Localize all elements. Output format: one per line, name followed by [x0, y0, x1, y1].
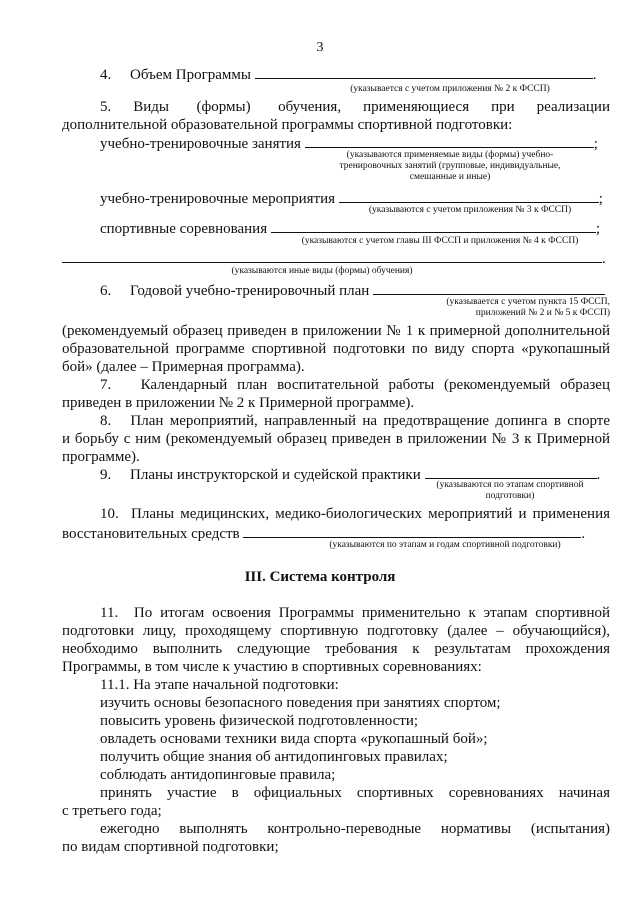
- section-10-hint: (указываются по этапам и годам спортивной подготовки): [329, 540, 561, 550]
- competitions-line: спортивные соревнования ;: [62, 218, 610, 238]
- section-11-text-1: 11. По итогам освоения Программы применительно к этапам спортивной: [100, 605, 610, 621]
- fill-blank: [305, 133, 594, 148]
- section-8-text-3: программе).: [62, 449, 140, 465]
- section-6-text-1: (рекомендуемый образец приведен в приложении № 1 к примерной дополнительной: [62, 323, 610, 339]
- competitions-label: спортивные соревнования: [100, 221, 268, 237]
- list-item: принять участие в официальных спортивных соревнованиях начиная: [100, 785, 610, 801]
- section-6-label: 6. Годовой учебно-тренировочный план: [100, 283, 370, 299]
- section-10-line-2: восстановительных средств .: [62, 523, 610, 543]
- section-11-text-4: Программы, в том числе к участию в спортивных соревнованиях:: [62, 659, 482, 675]
- section-7-text-1: 7. Календарный план воспитательной работы (рекомендуемый образец: [100, 377, 610, 393]
- training-sessions-line: учебно-тренировочные занятия ;: [62, 133, 610, 153]
- section-11-subtitle: 11.1. На этапе начальной подготовки:: [100, 677, 339, 693]
- section-6-text-2: образовательной программе спортивной подготовки по виду спорта «рукопашный: [62, 341, 610, 357]
- fill-blank: [243, 523, 581, 538]
- other-forms-hint: (указываются иные виды (формы) обучения): [231, 266, 413, 276]
- section-11-text-2: подготовки лицу, проходящему спортивную подготовку (далее – обучающийся),: [62, 623, 610, 639]
- other-forms-line: .: [62, 248, 610, 268]
- section-4-hint: (указывается с учетом приложения № 2 к ФССП): [350, 84, 550, 94]
- section-heading: III. Система контроля: [244, 569, 396, 585]
- section-10-label: восстановительных средств: [62, 526, 240, 542]
- section-7-text-2: приведен в приложении № 2 к Примерной программе).: [62, 395, 415, 411]
- list-item-continuation: по видам спортивной подготовки;: [62, 839, 279, 855]
- list-item: ежегодно выполнять контрольно-переводные нормативы (испытания): [100, 821, 610, 837]
- fill-blank: [62, 248, 602, 263]
- section-8-text-2: и борьбу с ним (рекомендуемый образец приведен в приложении № 3 к Примерной: [62, 431, 610, 447]
- section-5-line-2: дополнительной образовательной программы спортивной подготовки:: [62, 117, 513, 133]
- fill-blank: [425, 464, 597, 479]
- training-events-hint: (указываются с учетом приложения № 3 к ФССП): [368, 205, 572, 215]
- fill-blank: [271, 218, 596, 233]
- training-sessions-hint: (указываются применяемые виды (формы) учебно- тренировочных занятий (групповые, индивидуальные, смешанные и иные): [339, 150, 561, 182]
- section-6-text-3: бой» (далее – Примерная программа).: [62, 359, 305, 375]
- list-item: повысить уровень физической подготовленности;: [100, 713, 419, 729]
- fill-blank: [255, 64, 593, 79]
- section-11-text-3: необходимо выполнить следующие требования к результатам прохождения: [62, 641, 610, 657]
- list-item: соблюдать антидопинговые правила;: [100, 767, 336, 783]
- section-4-label: 4. Объем Программы: [100, 67, 251, 83]
- section-9-hint: (указываются по этапам спортивной подготовки): [436, 480, 584, 501]
- section-5-line-1: 5. Виды (формы) обучения, применяющиеся при реализации: [100, 99, 610, 115]
- training-sessions-label: учебно-тренировочные занятия: [100, 136, 301, 152]
- fill-blank: [339, 188, 599, 203]
- list-item-continuation: с третьего года;: [62, 803, 162, 819]
- competitions-hint: (указываются с учетом главы III ФССП и приложения № 4 к ФССП): [301, 236, 579, 246]
- training-events-line: учебно-тренировочные мероприятия ;: [62, 188, 610, 208]
- list-item: получить общие знания об антидопинговых правилах;: [100, 749, 448, 765]
- training-events-label: учебно-тренировочные мероприятия: [100, 191, 336, 207]
- section-9-label: 9. Планы инструкторской и судейской практики: [100, 467, 421, 483]
- page-number: 3: [316, 40, 324, 55]
- fill-blank: [373, 280, 605, 295]
- section-9-line: 9. Планы инструкторской и судейской практики .: [62, 464, 610, 484]
- section-10-text-1: 10. Планы медицинских, медико-биологических мероприятий и применения: [100, 506, 610, 522]
- section-4-line: 4. Объем Программы .: [62, 64, 610, 84]
- section-8-text-1: 8. План мероприятий, направленный на предотвращение допинга в спорте: [100, 413, 610, 429]
- section-6-hint: (указывается с учетом пункта 15 ФССП, приложений № 2 и № 5 к ФССП): [446, 297, 610, 318]
- list-item: изучить основы безопасного поведения при занятиях спортом;: [100, 695, 501, 711]
- list-item: овладеть основами техники вида спорта «рукопашный бой»;: [100, 731, 488, 747]
